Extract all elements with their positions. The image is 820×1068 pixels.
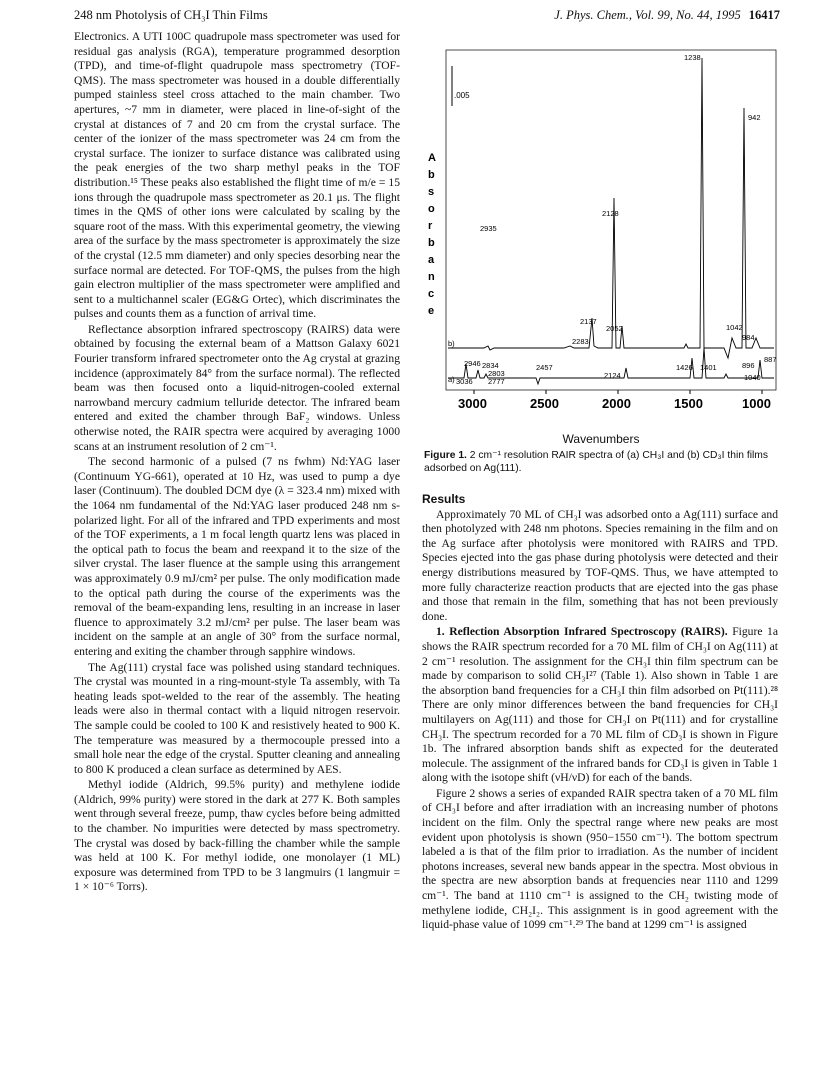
peak-label: 2946 xyxy=(464,359,481,368)
x-tick-label: 1000 xyxy=(742,396,771,408)
caption-label: Figure 1. xyxy=(424,450,467,461)
trace-b xyxy=(448,58,774,358)
journal-name: J. Phys. Chem., Vol. 99, No. 44, 1995 xyxy=(554,8,741,22)
left-column xyxy=(74,30,400,895)
ylabel-letter: A xyxy=(428,152,436,164)
journal-citation xyxy=(554,8,780,23)
peak-label: 2124 xyxy=(604,371,621,380)
peak-label: 984 xyxy=(742,333,755,342)
ylabel-letter: a xyxy=(428,254,435,266)
ylabel-letter: s xyxy=(428,186,435,198)
ylabel-letter: e xyxy=(428,305,435,317)
x-axis xyxy=(458,390,771,408)
ylabel-letter: b xyxy=(428,169,435,181)
peak-label: 2128 xyxy=(602,209,619,218)
peak-label: 2283 xyxy=(572,337,589,346)
page-number: 16417 xyxy=(748,8,780,22)
peak-label: 896 xyxy=(742,361,755,370)
trace-label-a: a) xyxy=(448,375,455,384)
y-axis-label xyxy=(428,152,436,317)
right-column xyxy=(422,492,778,933)
peak-label: 1040 xyxy=(744,373,761,382)
trace-label-b: b) xyxy=(448,339,455,348)
peak-label: 2803 xyxy=(488,369,505,378)
peak-label: 942 xyxy=(748,113,761,122)
peak-label: 2052 xyxy=(606,324,623,333)
peak-label: 1042 xyxy=(726,323,743,332)
ylabel-letter: n xyxy=(428,271,435,283)
peak-label: 1238 xyxy=(684,53,701,62)
paragraph-figure2: Figure 2 shows a series of expanded RAIR spectra taken of a 70 ML film of CH₃I before and after irradiation with an increasing number of photons incident on the film. Only the spectral range where new peaks are most evident upon photolysis is shown (950−1550 cm⁻¹). The bottom spectrum labeled a is that of the film prior to irradiation. As the number of incident photons increases, several new bands appear in the spectra. Most obvious in the spectra are new absorption bands at frequencies near 1110 and 1299 cm⁻¹. The band at 1110 cm⁻¹ is assigned to the CH₂ twisting mode of methylene iodide, CH₂I₂. This assignment is in good agreement with the liquid-phase value of 1099 cm⁻¹.²⁹ The band at 1299 cm⁻¹ is assigned xyxy=(422,786,778,932)
ylabel-letter: b xyxy=(428,237,435,249)
x-tick-label: 3000 xyxy=(458,396,487,408)
peak-label: 887 xyxy=(764,355,777,364)
ylabel-letter: c xyxy=(428,288,435,300)
peak-label: 2834 xyxy=(482,361,499,370)
paragraph-results-intro: Approximately 70 ML of CH₃I was adsorbed onto a Ag(111) surface and then photolyzed with 248 nm photons. Species remaining in the film and on the Ag surface after photolysis were monitored with RAIRS and TPD. Species ejected into the gas phase during photolysis were detected and their energy distributions measured by TOF-QMS. Thus, we have attempted to more fully characterize reaction products that are ejected into the gas phase and those that remain in the film, something that has not been previously done. xyxy=(422,507,778,623)
plot-frame xyxy=(446,50,776,390)
paragraph-rairs-results: Figure 1a shows the RAIR spectrum recorded for a 70 ML film of CH₃I on Ag(111) at 2 cm⁻¹ resolution. The assignment for the CH₃I thin film spectrum can be made by comparison to solid CH₃I²⁷ (Table 1). Also shown in Table 1 are the absorption band frequencies for a CH₃I thin film adsorbed on Pt(111).²⁸ There are only minor differences between the band frequencies for CH₃I multilayers on Ag(111) and those for CH₃I on Pt(111) and for crystalline CH₃I. The spectrum recorded for a 70 ML film of CD₃I is shown in Figure 1b. The infrared absorption bands shift as expected for the deuterated molecule. The assignment of the infrared bands for CD₃I is given in Table 1 along with the isotope shift (νH/νD) for each of the bands. xyxy=(422,625,778,785)
scale-label: .005 xyxy=(454,91,470,100)
peak-label: 2457 xyxy=(536,363,553,372)
paragraph-electronics: Electronics. A UTI 100C quadrupole mass spectrometer was used for residual gas analysis (RGA), temperature programmed desorption (TPD), and time-of-flight quadrupole mass spectrometry (TOF-QMS). The mass spectrometer was housed in a double differentially pumped stainless steel cross attached to the main chamber. Two apertures, ~7 mm in diameter, were placed in line-of-sight of the crystal at distances of 7 and 20 cm from the crystal surface. The center of the ionizer of the mass spectrometer was 24 cm from the crystal surface. The ionizer to surface distance was calibrated using the peak energies of the two sharp methyl peaks in the TOF distribution.¹⁵ These peaks also established the flight time of m/e = 15 ions through the quadrupole mass spectrometer as 20.1 μs. The flight times in the QMS of other ions were calculated by scaling by the square root of the mass. With this experimental geometry, the viewing area of the surface by the mass spectrometer is approximately the size of the crystal (12.5 mm diameter) and only species desorbing near the surface normal are detected. For TOF-QMS, the pulses from the high gain electron multiplier of the mass spectrometer were amplified and sent to a multichannel scaler (EG&G Ortec), which discriminates the pulses and counts them as a function of arrival time. xyxy=(74,30,400,321)
paragraph-rairs: Reflectance absorption infrared spectroscopy (RAIRS) data were obtained by focusing the external beam of a Mattson Galaxy 6021 Fourier transform infrared spectrometer onto the Ag crystal at grazing incidence (approximately 84° from the surface normal). The reflected beam was then focused onto a liquid-nitrogen-cooled external narrowband mercury cadmium telluride detector. The infrared beam entered and exited the chamber through BaF₂ windows. Unless otherwise noted, the RAIR spectra were acquired by averaging 1000 scans at an instrument resolution of 2 cm⁻¹. xyxy=(74,322,400,453)
paragraph-crystal: The Ag(111) crystal face was polished using standard techniques. The crystal was mounted in a ring-mount-style Ta assembly, with Ta heating leads spot-welded to the rear of the assembly. The heating leads were also in thermal contact with a liquid nitrogen reservoir. The sample could be cooled to 100 K and resistively heated to 900 K. The temperature was measured by a thermocouple pressed into a small hole near the edge of the crystal. Sputter cleaning and annealing to 800 K produced a clean surface as determined by AES. xyxy=(74,660,400,776)
results-heading: Results xyxy=(422,492,466,506)
x-tick-label: 2000 xyxy=(602,396,631,408)
peak-label: 2777 xyxy=(488,377,505,386)
peak-label: 3036 xyxy=(456,377,473,386)
paragraph-laser: The second harmonic of a pulsed (7 ns fwhm) Nd:YAG laser (Continuum YG-661), operated at 10 Hz, was used to pump a dye laser (Continuum). The doubled DCM dye (λ = 323.4 nm) mixed with the 1064 nm fundamental of the Nd:YAG laser produced 248 nm s-polarized light. For all of the infrared and TPD experiments and most of the TOF experiments, a 1 m focal length quartz lens was placed in the optical path to focus the beam and reexpand it to the size of the silver crystal. The laser fluence at the sample using this arrangement was approximately 0.9 mJ/cm² per pulse. The only modification made to the optical path during the course of the experiments was the removal of the beam-expanding lens, resulting in an increase in laser fluence to approximately 3.2 mJ/cm² per pulse. The laser beam was incident on the sample at an angle of 30° from the surface normal, entering and exiting the chamber through sapphire windows. xyxy=(74,455,400,658)
figure-caption xyxy=(424,450,778,475)
ylabel-letter: o xyxy=(428,203,435,215)
peak-label: 2935 xyxy=(480,224,497,233)
ylabel-letter: r xyxy=(428,220,433,232)
peak-label: 1401 xyxy=(700,363,717,372)
caption-text: 2 cm⁻¹ resolution RAIR spectra of (a) CH₃I and (b) CD₃I thin films adsorbed on Ag(111). xyxy=(424,450,769,474)
x-tick-label: 2500 xyxy=(530,396,559,408)
peak-label: 1426 xyxy=(676,363,693,372)
running-header: 248 nm Photolysis of CH₃I Thin Films xyxy=(74,8,268,22)
x-axis-label: Wavenumbers xyxy=(562,432,640,446)
peak-label: 2137 xyxy=(580,317,597,326)
rairs-subheading: 1. Reflection Absorption Infrared Spectroscopy (RAIRS). xyxy=(436,625,728,639)
figure-1-spectrum xyxy=(424,48,778,408)
x-tick-label: 1500 xyxy=(674,396,703,408)
paragraph-samples: Methyl iodide (Aldrich, 99.5% purity) and methylene iodide (Aldrich, 99% purity) were stored in the dark at 277 K. Both samples went through several freeze, pump, thaw cycles before being admitted to the chamber. No impurities were detected by mass spectrometry. The crystal was dosed by back-filling the chamber while the sample was held at 100 K. For methyl iodide, one monolayer (1 ML) exposure was determined from TPD to be 3 langmuirs (1 langmuir = 1 × 10⁻⁶ Torrs). xyxy=(74,778,400,894)
